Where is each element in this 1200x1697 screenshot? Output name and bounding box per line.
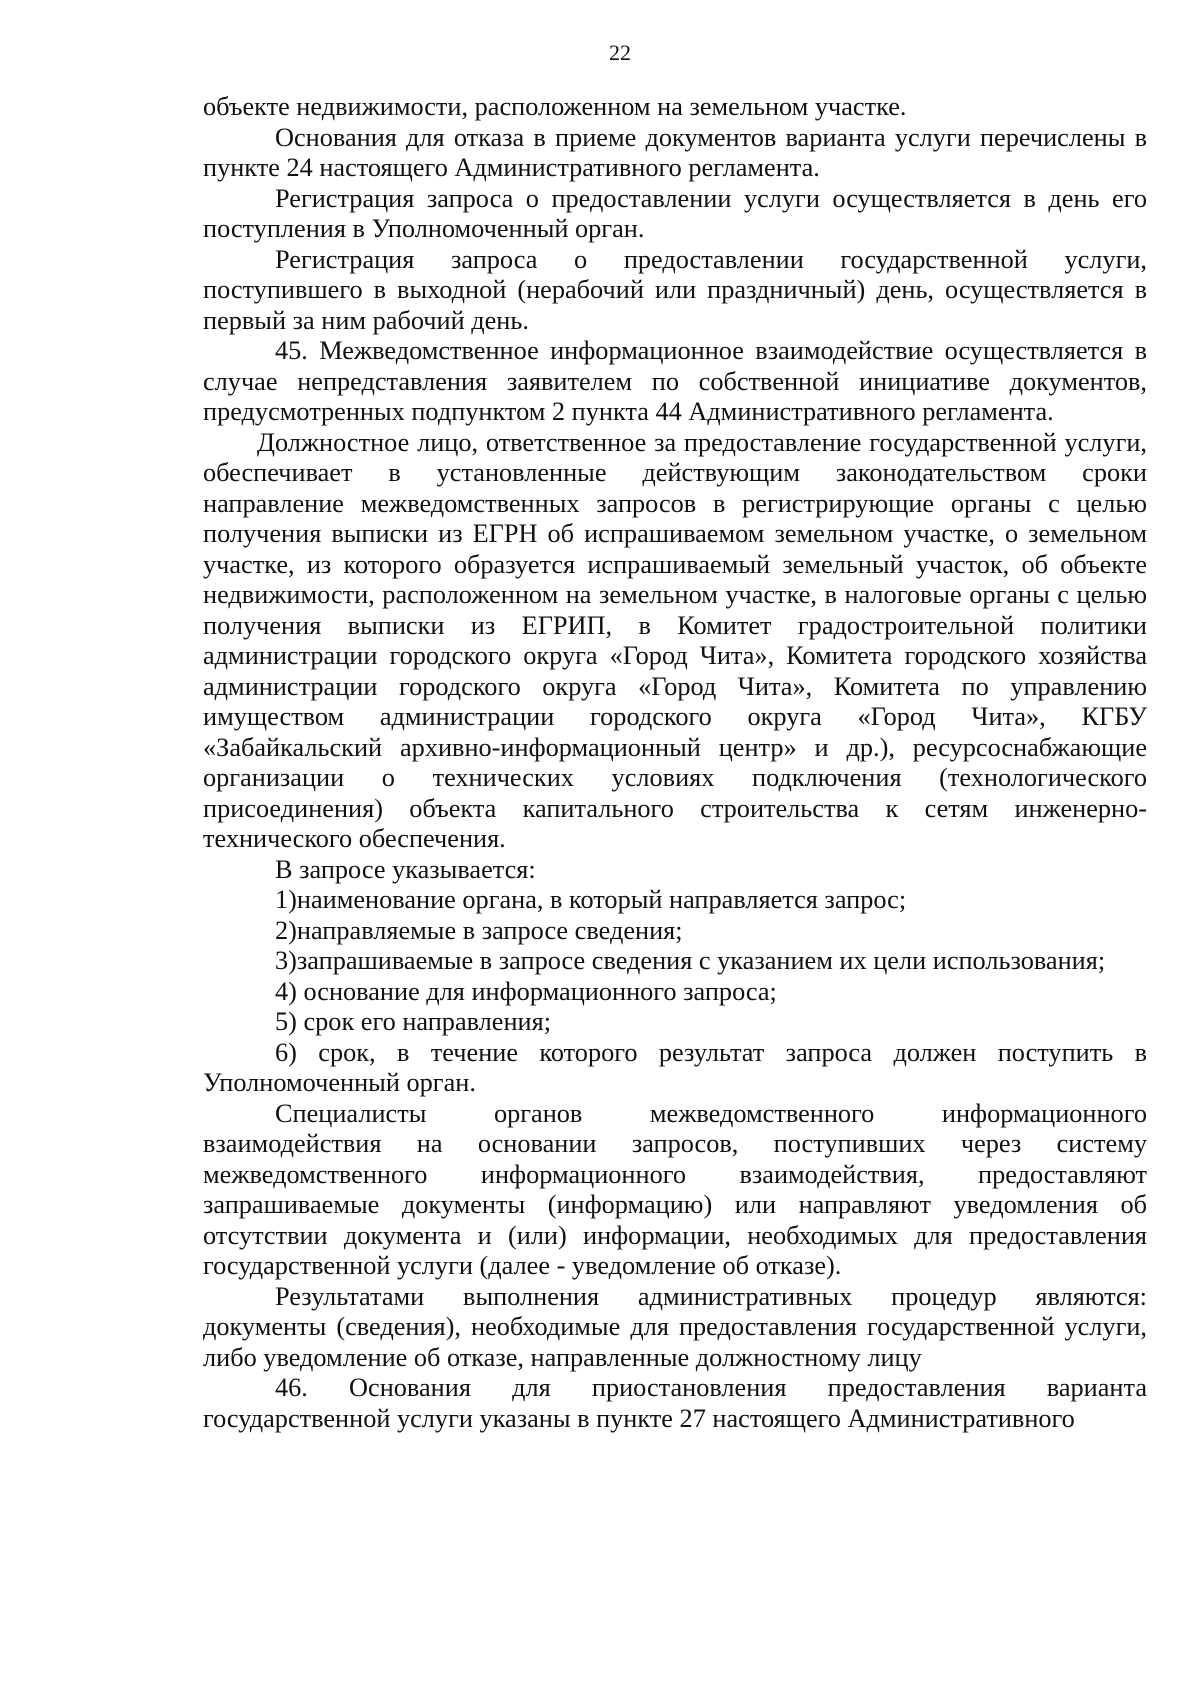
paragraph: Специалисты органов межведомственного информационного взаимодействия на основании запросов, поступивших через систему межведомственного информационного взаимодействия, предоставляют запрашиваемые документы (информацию) или направляют уведомления об отсутствии документа и (или) информации, необходимых для предоставления государственной услуги (далее - уведомление об отказе).	[203, 1098, 1147, 1280]
document-body	[203, 92, 1147, 1434]
list-item: 1)наименование органа, в который направляется запрос;	[275, 885, 907, 914]
paragraph: объекте недвижимости, расположенном на земельном участке.	[203, 92, 907, 121]
list-item: 5) срок его направления;	[275, 1007, 552, 1036]
paragraph: Основания для отказа в приеме документов варианта услуги перечислены в пункте 24 настоящего Административного регламента.	[203, 122, 1147, 182]
list-item: 2)направляемые в запросе сведения;	[275, 915, 683, 945]
paragraph: 46. Основания для приостановления предоставления варианта государственной услуги указаны в пункте 27 настоящего Административного	[203, 1373, 1147, 1433]
paragraph: 45. Межведомственное информационное взаимодействие осуществляется в случае непредставления заявителем по собственной инициативе документов, предусмотренных подпунктом 2 пункта 44 Административного регламента.	[203, 336, 1147, 426]
paragraph: Регистрация запроса о предоставлении услуги осуществляется в день его поступления в Уполномоченный орган.	[203, 183, 1147, 243]
paragraph: В запросе указывается:	[275, 854, 536, 884]
list-item: 3)запрашиваемые в запросе сведения с указанием их цели использования;	[275, 946, 1106, 975]
list-item: 6) срок, в течение которого результат запроса должен поступить в Уполномоченный орган.	[203, 1037, 1147, 1097]
page-number: 22	[609, 40, 631, 65]
list-item: 4) основание для информационного запроса;	[275, 976, 777, 1006]
paragraph: Должностное лицо, ответственное за предоставление государственной услуги, обеспечивает в установленные действующим законодательством сроки направление межведомственных запросов в регистрирующие органы с целью получения выписки из ЕГРН об испрашиваемом земельном участке, о земельном участке, из которого образуется испрашиваемый земельный участок, об объекте недвижимости, расположенном на земельном участке, в налоговые органы с целью получения выписки из ЕГРИП, в Комитет градостроительной политики администрации городского округа «Город Чита», Комитета городского хозяйства администрации городского округа «Город Чита», Комитета по управлению имуществом администрации городского округа «Город Чита», КГБУ «Забайкальский архивно-информационный центр» и др.), ресурсоснабжающие организации о технических условиях подключения (технологического присоединения) объекта капитального строительства к сетям инженерно-технического обеспечения.	[203, 427, 1147, 853]
paragraph: Регистрация запроса о предоставлении государственной услуги, поступившего в выходной (нерабочий или праздничный) день, осуществляется в первый за ним рабочий день.	[203, 244, 1147, 335]
paragraph: Результатами выполнения административных процедур являются: документы (сведения), необходимые для предоставления государственной услуги, либо уведомление об отказе, направленные должностному лицу	[203, 1281, 1147, 1372]
